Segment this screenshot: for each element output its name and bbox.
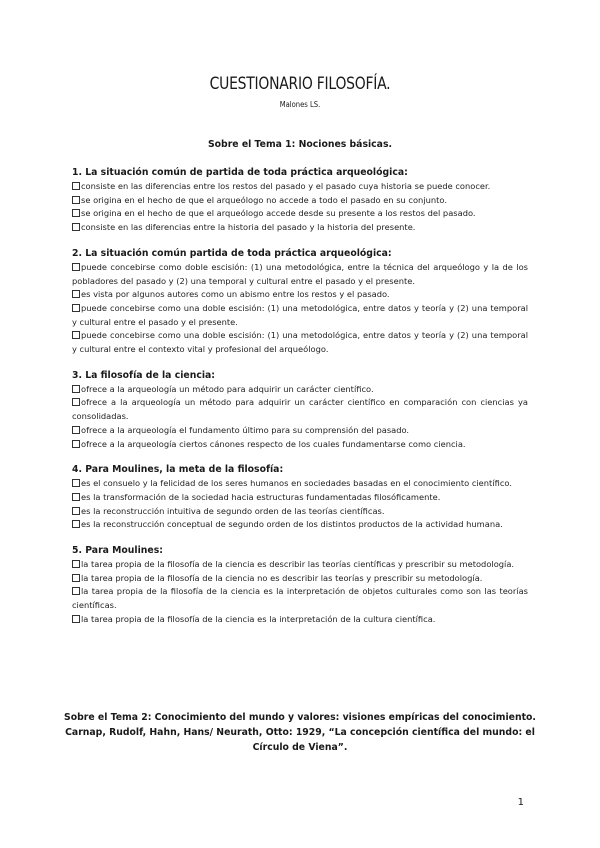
question-title: 3. La filosofía de la ciencia: <box>72 369 216 381</box>
checkbox-icon[interactable] <box>72 520 80 528</box>
answer-option: es la reconstrucción conceptual de segundo orden de los distintos productos de la actividad humana. <box>72 518 528 532</box>
checkbox-icon[interactable] <box>72 426 80 434</box>
checkbox-icon[interactable] <box>72 587 80 595</box>
answer-option: la tarea propia de la filosofía de la ciencia no es describir las teorías y prescribir su metodología. <box>72 572 528 586</box>
answer-option: ofrece a la arqueología un método para adquirir un carácter científico. <box>72 383 528 397</box>
document-author: Malones LS. <box>279 100 321 109</box>
checkbox-icon[interactable] <box>72 196 80 204</box>
answer-option: es el consuelo y la felicidad de los seres humanos en sociedades basadas en el conocimiento científico. <box>72 477 528 491</box>
answer-option: es la reconstrucción intuitiva de segundo orden de las teorías científicas. <box>72 505 528 519</box>
checkbox-icon[interactable] <box>72 615 80 623</box>
question-5 <box>72 544 528 627</box>
checkbox-icon[interactable] <box>72 290 80 298</box>
checkbox-icon[interactable] <box>72 209 80 217</box>
answer-option: es la transformación de la sociedad hacia estructuras fundamentadas filosóficamente. <box>72 491 528 505</box>
section-heading-tema-1: Sobre el Tema 1: Nociones básicas. <box>207 139 393 150</box>
questionnaire <box>72 166 528 639</box>
answer-option: puede concebirse como doble escisión: (1) una metodológica, entre la técnica del arqueólogo y la de los pobladores del pasado y (2) una temporal y cultural entre el pasado y el presente. <box>72 261 528 286</box>
answer-option: es vista por algunos autores como un abismo entre los restos y el pasado. <box>72 288 528 302</box>
answer-option: la tarea propia de la filosofía de la ciencia es la interpretación de la cultura científica. <box>72 613 528 627</box>
page-number: 1 <box>517 797 524 808</box>
answer-option: consiste en las diferencias entre la historia del pasado y la historia del presente. <box>72 221 528 235</box>
answer-option: se origina en el hecho de que el arqueólogo accede desde su presente a los restos del pasado. <box>72 207 528 221</box>
answer-option: puede concebirse como una doble escisión: (1) una metodológica, entre datos y teoría y (2) una temporal y cultural entre el pasado y el presente. <box>72 302 528 327</box>
answer-option: puede concebirse como una doble escisión: (1) una metodológica, entre datos y teoría y (2) una temporal y cultural entre el contexto vital y profesional del arqueólogo. <box>72 330 528 355</box>
answer-option: ofrece a la arqueología ciertos cánones respecto de los cuales fundamentarse como ciencia. <box>72 438 528 452</box>
answer-option: se origina en el hecho de que el arqueólogo no accede a todo el pasado en su conjunto. <box>72 194 528 208</box>
question-1 <box>72 166 528 235</box>
checkbox-icon[interactable] <box>72 560 80 568</box>
checkbox-icon[interactable] <box>72 223 80 231</box>
section-heading-tema-2: Sobre el Tema 2: Conocimiento del mundo y valores: visiones empíricas del conocimiento. Carnap, Rudolf, Hahn, Hans/ Neurath, Otto: 1929, “La concepción científica del mundo: el Círculo de Viena”. <box>64 712 536 753</box>
checkbox-icon[interactable] <box>72 507 80 515</box>
question-title: 4. Para Moulines, la meta de la filosofía: <box>72 464 284 476</box>
checkbox-icon[interactable] <box>72 574 80 582</box>
checkbox-icon[interactable] <box>72 440 80 448</box>
answer-option: consiste en las diferencias entre los restos del pasado y el pasado cuya historia se puede conocer. <box>72 180 528 194</box>
question-title: 1. La situación común de partida de toda práctica arqueológica: <box>72 167 408 178</box>
answer-option: ofrece a la arqueología un método para adquirir un carácter científico en comparación con ciencias ya consolidadas. <box>72 397 528 422</box>
checkbox-icon[interactable] <box>72 331 80 339</box>
question-4 <box>72 463 528 532</box>
checkbox-icon[interactable] <box>72 479 80 487</box>
answer-option: ofrece a la arqueología el fundamento último para su comprensión del pasado. <box>72 424 528 438</box>
checkbox-icon[interactable] <box>72 398 80 406</box>
checkbox-icon[interactable] <box>72 182 80 190</box>
question-title: 5. Para Moulines: <box>72 545 163 557</box>
checkbox-icon[interactable] <box>72 304 80 312</box>
question-3 <box>72 369 528 452</box>
checkbox-icon[interactable] <box>72 385 80 393</box>
question-title: 2. La situación común partida de toda práctica arqueológica: <box>72 247 392 259</box>
checkbox-icon[interactable] <box>72 493 80 501</box>
checkbox-icon[interactable] <box>72 263 80 271</box>
question-2 <box>72 247 528 357</box>
answer-option: la tarea propia de la filosofía de la ciencia es la interpretación de objetos culturales como son las teorías científicas. <box>72 586 528 611</box>
document-title: CUESTIONARIO FILOSOFÍA. <box>209 74 391 94</box>
answer-option: la tarea propia de la filosofía de la ciencia es describir las teorías científicas y prescribir su metodología. <box>72 558 528 572</box>
